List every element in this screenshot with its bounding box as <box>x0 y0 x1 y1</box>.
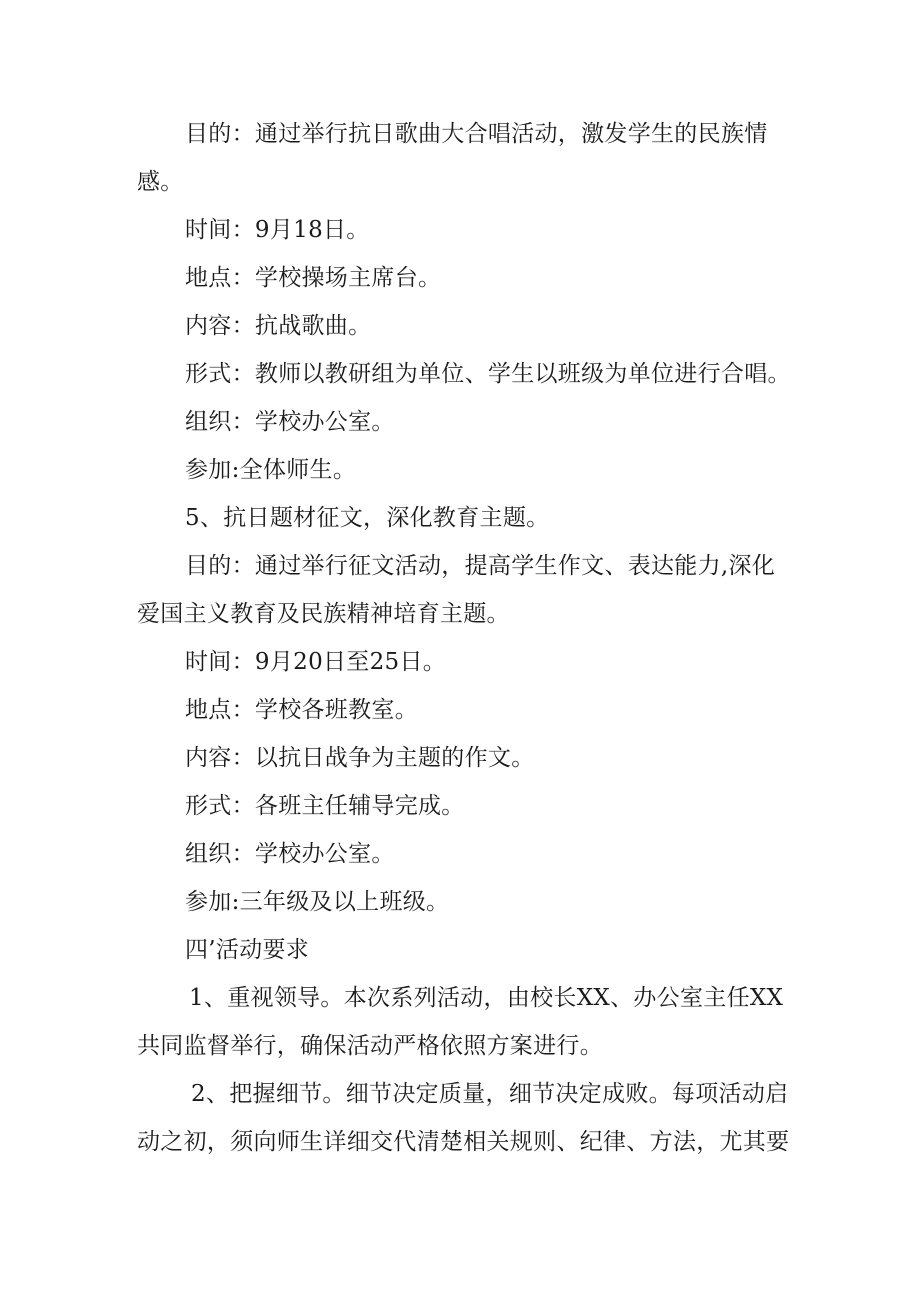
paragraph-song-purpose: 目的：通过举行抗日歌曲大合唱活动，激发学生的民族情感。 <box>137 121 768 195</box>
paragraph-song-location: 地点：学校操场主席台。 <box>185 265 442 291</box>
requirement-leadership: 1、重视领导。本次系列活动，由校长XX、办公室主任XX共同监督举行，确保活动严格依照方案进行。 <box>137 985 784 1059</box>
paragraph-song-participants: 参加:全体师生。 <box>185 457 357 483</box>
paragraph-song-content: 内容：抗战歌曲。 <box>185 313 372 339</box>
section-heading-essay: 5、抗日题材征文，深化教育主题。 <box>185 505 550 531</box>
paragraph-essay-format: 形式：各班主任辅导完成。 <box>185 793 465 819</box>
paragraph-essay-content: 内容：以抗日战争为主题的作文。 <box>185 745 535 771</box>
requirement-details: 2、把握细节。细节决定质量，细节决定成败。每项活动启动之初，须向师生详细交代清楚相关规则、纪律、方法，尤其要 <box>137 1081 790 1155</box>
paragraph-essay-organizer: 组织：学校办公室。 <box>185 841 395 867</box>
paragraph-essay-location: 地点：学校各班教室。 <box>185 697 418 723</box>
paragraph-song-organizer: 组织：学校办公室。 <box>185 409 395 435</box>
section-heading-requirements: 四’活动要求 <box>185 937 310 963</box>
paragraph-song-time: 时间：9月18日。 <box>185 217 370 243</box>
paragraph-song-format: 形式：教师以教研组为单位、学生以班级为单位进行合唱。 <box>185 361 791 387</box>
paragraph-essay-time: 时间：9月20日至25日。 <box>185 649 447 675</box>
paragraph-essay-purpose: 目的：通过举行征文活动，提高学生作文、表达能力,深化爱国主义教育及民族精神培育主题。 <box>137 553 776 627</box>
document-body <box>137 110 797 1166</box>
paragraph-essay-participants: 参加:三年级及以上班级。 <box>185 889 450 915</box>
